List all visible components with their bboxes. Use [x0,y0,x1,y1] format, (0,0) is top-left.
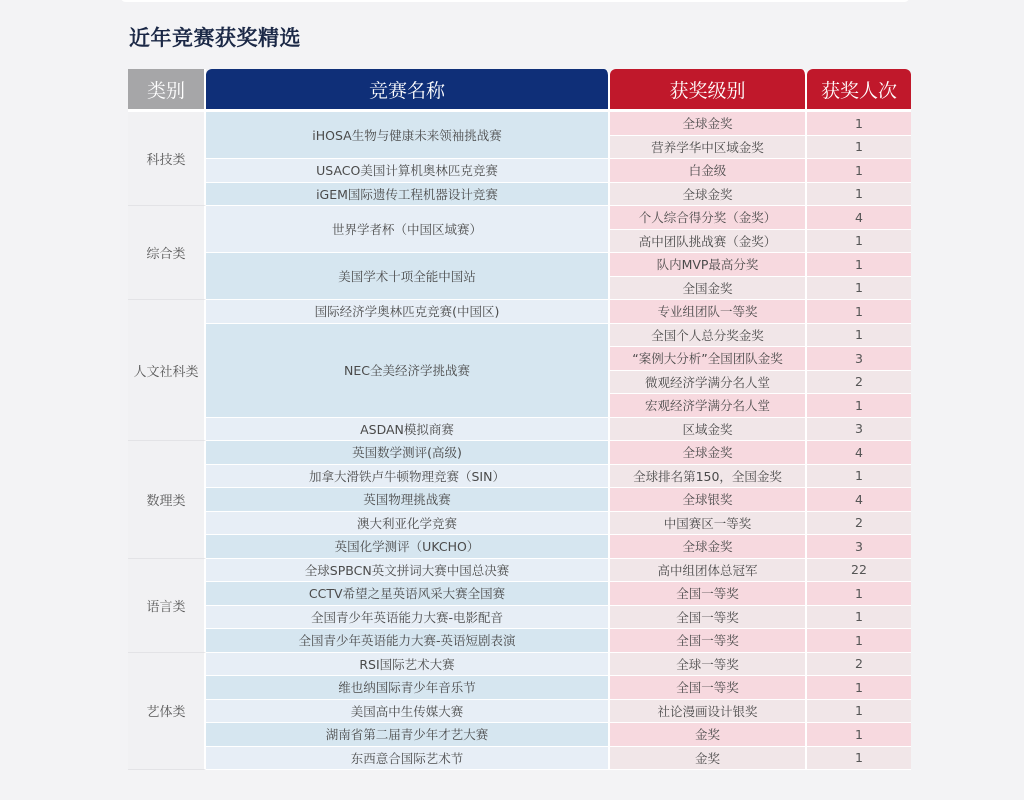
award-count-cell: 1 [807,324,911,348]
competition-name-cell: 国际经济学奥林匹克竞赛(中国区) [206,300,610,324]
header-award-level: 获奖级别 [610,69,807,109]
award-count-cell: 22 [807,559,911,583]
table-row [128,488,911,512]
competition-name-cell: ASDAN模拟商赛 [206,418,610,442]
table-row [128,159,911,183]
category-cell: 数理类 [128,441,206,559]
award-count-cell: 1 [807,582,911,606]
category-cell: 综合类 [128,206,206,300]
table-row [128,582,911,606]
award-level-cell: 全国一等奖 [610,629,807,653]
award-count-cell: 1 [807,700,911,724]
award-count-cell: 2 [807,653,911,677]
header-award-count: 获奖人次 [807,69,911,109]
competition-name-cell: RSI国际艺术大赛 [206,653,610,677]
awards-body [128,109,911,770]
category-cell: 艺体类 [128,653,206,771]
section-title: 近年竞赛获奖精选 [129,26,301,50]
table-row [128,465,911,489]
award-level-cell: 个人综合得分奖（金奖） [610,206,807,230]
competition-name-cell: CCTV希望之星英语风采大赛全国赛 [206,582,610,606]
table-row [128,700,911,724]
award-count-cell: 1 [807,629,911,653]
award-level-cell: 全国一等奖 [610,606,807,630]
awards-table [128,69,911,770]
award-count-cell: 4 [807,206,911,230]
competition-name-cell: 英国数学测评(高级) [206,441,610,465]
competition-name-cell: iGEM国际遗传工程机器设计竞赛 [206,183,610,207]
award-level-cell: “案例大分析”全国团队金奖 [610,347,807,371]
award-count-cell: 1 [807,230,911,254]
award-level-cell: 白金级 [610,159,807,183]
award-level-cell: 全球金奖 [610,535,807,559]
award-level-cell: 全球一等奖 [610,653,807,677]
award-level-cell: 全国一等奖 [610,582,807,606]
award-count-cell: 4 [807,441,911,465]
award-level-cell: 全球金奖 [610,183,807,207]
award-level-cell: 全国金奖 [610,277,807,301]
competition-name-cell: 世界学者杯（中国区域赛） [206,206,610,253]
competition-name-cell: 全国青少年英语能力大赛-英语短剧表演 [206,629,610,653]
award-count-cell: 1 [807,723,911,747]
award-count-cell: 1 [807,676,911,700]
category-cell: 人文社科类 [128,300,206,441]
table-row [128,183,911,207]
award-count-cell: 1 [807,253,911,277]
award-count-cell: 2 [807,512,911,536]
table-row [128,676,911,700]
competition-name-cell: 维也纳国际青少年音乐节 [206,676,610,700]
table-row [128,418,911,442]
category-cell: 科技类 [128,109,206,206]
award-level-cell: 中国赛区一等奖 [610,512,807,536]
competition-name-cell: 英国物理挑战赛 [206,488,610,512]
award-level-cell: 社论漫画设计银奖 [610,700,807,724]
competition-name-cell: NEC全美经济学挑战赛 [206,324,610,418]
award-level-cell: 高中团队挑战赛（金奖） [610,230,807,254]
competition-name-cell: 澳大利亚化学竞赛 [206,512,610,536]
award-count-cell: 1 [807,277,911,301]
award-level-cell: 全球金奖 [610,441,807,465]
award-count-cell: 1 [807,394,911,418]
award-level-cell: 金奖 [610,723,807,747]
award-count-cell: 1 [807,136,911,160]
award-level-cell: 全球排名第150，全国金奖 [610,465,807,489]
award-count-cell: 3 [807,347,911,371]
competition-name-cell: iHOSA生物与健康未来领袖挑战赛 [206,109,610,159]
table-row [128,441,911,465]
competition-name-cell: 美国学术十项全能中国站 [206,253,610,300]
award-count-cell: 1 [807,747,911,771]
table-row [128,324,911,348]
competition-name-cell: 加拿大滑铁卢牛顿物理竞赛（SIN） [206,465,610,489]
table-row [128,653,911,677]
award-count-cell: 1 [807,159,911,183]
competition-name-cell: USACO美国计算机奥林匹克竞赛 [206,159,610,183]
table-row [128,512,911,536]
competition-name-cell: 美国高中生传媒大赛 [206,700,610,724]
competition-name-cell: 英国化学测评（UKCHO） [206,535,610,559]
award-level-cell: 宏观经济学满分名人堂 [610,394,807,418]
award-level-cell: 队内MVP最高分奖 [610,253,807,277]
competition-name-cell: 东西意合国际艺术节 [206,747,610,771]
award-count-cell: 2 [807,371,911,395]
table-row [128,559,911,583]
award-level-cell: 全球金奖 [610,109,807,136]
award-count-cell: 1 [807,606,911,630]
award-level-cell: 区域金奖 [610,418,807,442]
competition-name-cell: 全球SPBCN英文拼词大赛中国总决赛 [206,559,610,583]
award-level-cell: 全球银奖 [610,488,807,512]
award-count-cell: 3 [807,535,911,559]
award-count-cell: 1 [807,183,911,207]
award-count-cell: 1 [807,465,911,489]
top-card-edge [120,0,910,2]
award-level-cell: 金奖 [610,747,807,771]
award-level-cell: 微观经济学满分名人堂 [610,371,807,395]
table-row [128,109,911,136]
category-cell: 语言类 [128,559,206,653]
header-competition-name: 竞赛名称 [206,69,610,109]
table-row [128,300,911,324]
table-row [128,723,911,747]
table-header-row [128,69,911,109]
award-level-cell: 专业组团队一等奖 [610,300,807,324]
award-count-cell: 4 [807,488,911,512]
table-row [128,535,911,559]
award-level-cell: 全国个人总分奖金奖 [610,324,807,348]
award-level-cell: 全国一等奖 [610,676,807,700]
competition-name-cell: 湖南省第二届青少年才艺大赛 [206,723,610,747]
table-row [128,253,911,277]
award-count-cell: 3 [807,418,911,442]
table-row [128,747,911,771]
header-category: 类别 [128,69,206,109]
competition-name-cell: 全国青少年英语能力大赛-电影配音 [206,606,610,630]
award-count-cell: 1 [807,109,911,136]
award-level-cell: 高中组团体总冠军 [610,559,807,583]
table-row [128,629,911,653]
award-count-cell: 1 [807,300,911,324]
table-row [128,606,911,630]
table-row [128,206,911,230]
award-level-cell: 营养学华中区域金奖 [610,136,807,160]
